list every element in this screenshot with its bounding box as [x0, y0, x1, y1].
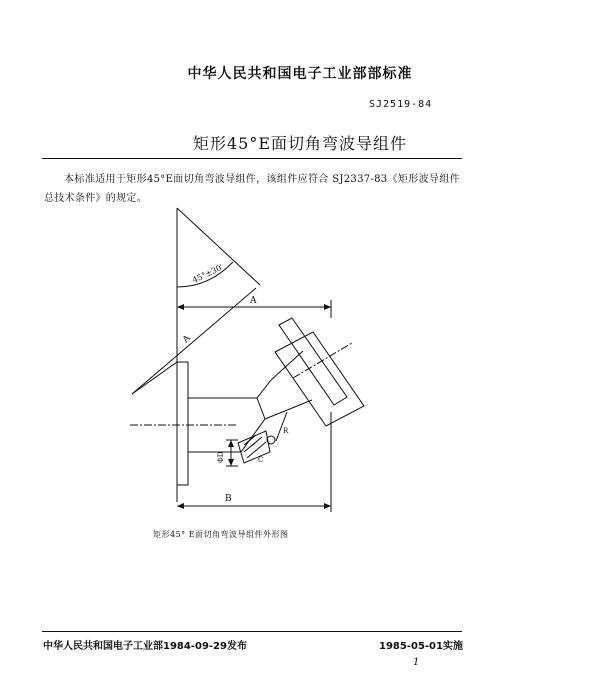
footer-rule	[42, 631, 462, 632]
arrow-a-right	[324, 304, 331, 310]
figure-caption: 矩形45° E面切角弯波导组件外形图	[153, 530, 289, 539]
arrow-a-left	[177, 304, 184, 310]
arrow-phi-top	[228, 440, 234, 447]
dim-a-slanted-line	[132, 288, 256, 394]
right-flange-body	[275, 332, 364, 426]
dim-c-label: C	[258, 456, 264, 464]
arrow-b-left	[177, 503, 184, 509]
angle-label: 45°±30′	[191, 262, 225, 285]
dim-a-ext2	[132, 362, 177, 394]
dim-a-horizontal-label: A	[250, 296, 257, 306]
left-flange	[177, 362, 188, 485]
dim-phi-d-label: ΦD	[217, 451, 225, 463]
document-title: 矩形45°E面切角弯波导组件	[192, 134, 408, 153]
miter-face	[257, 398, 265, 419]
arrow-b-right	[324, 503, 331, 509]
section-detail	[238, 431, 270, 463]
page-number: 1	[413, 657, 420, 668]
angled-guide-upper	[271, 351, 303, 380]
implementation-date: 1985-05-01实施	[379, 641, 463, 652]
miter-top	[257, 380, 271, 398]
miter-bottom	[241, 419, 265, 452]
angled-guide-lower	[265, 400, 312, 419]
scope-paragraph: 本标准适用于矩形45°E面切角弯波导组件，该组件应符合 SJ2337-83《矩形波导组件总技术条件》的规定。	[44, 174, 460, 204]
dim-a-slanted-label: A	[181, 333, 193, 346]
angled-axis	[293, 343, 352, 378]
standard-number: SJ2519-84	[369, 99, 433, 110]
arrow-phi-bottom	[228, 459, 234, 466]
dim-b-label: B	[225, 494, 232, 504]
issue-date: 中华人民共和国电子工业部1984-09-29发布	[43, 641, 247, 652]
dim-r-label: R	[283, 427, 289, 435]
ministry-header: 中华人民共和国电子工业部部标准	[187, 66, 413, 82]
right-flange-plate	[279, 318, 347, 405]
